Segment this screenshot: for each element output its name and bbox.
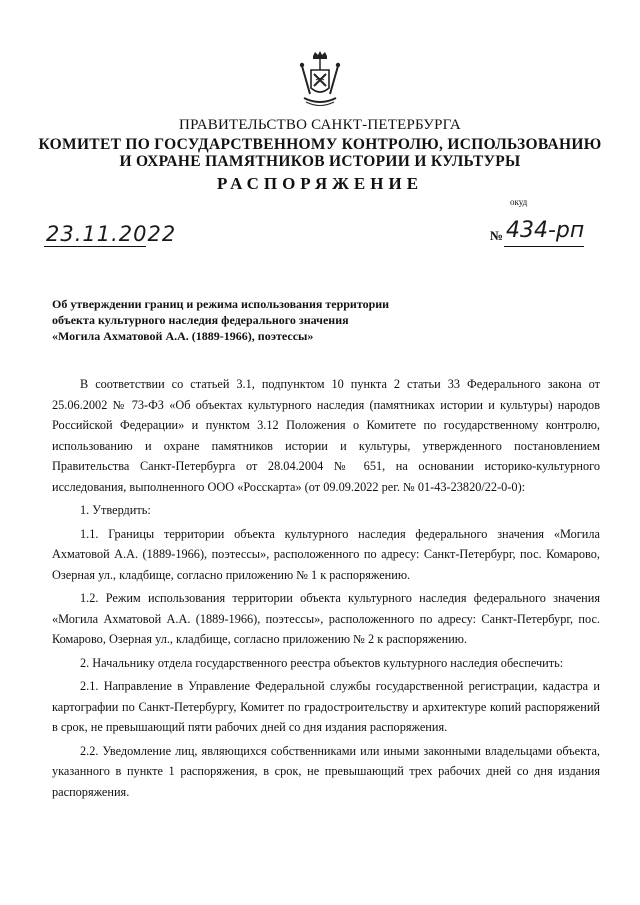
document-number: 434-рп bbox=[506, 218, 585, 243]
government-name: ПРАВИТЕЛЬСТВО САНКТ-ПЕТЕРБУРГА bbox=[179, 117, 461, 133]
preamble-paragraph: В соответствии со статьей 3.1, подпунктом 10 пункта 2 статьи 33 Федерального закона от 25.06.2002 № 73-ФЗ «Об объектах культурного наследия (памятниках истории и культуры) народов Российской Федерации» и пунктом 3.12 Положения о Комитете по государственному контролю, использованию и охране памятников истории и культуры, утвержденного постановлением Правительства Санкт-Петербурга от 28.04.2004 № 651, на основании историко-культурного исследования, выполненного ООО «Росскарта» (от 09.09.2022 рег. № 01-43-23820/22-0-0): bbox=[52, 377, 600, 494]
clause-2-1: 2.1. Направление в Управление Федеральной службы государственной регистрации, кадастра и картографии по Санкт-Петербургу, Комитет по градостроительству и архитектуре копий распоряжений в срок, не превышающий пяти рабочих дней со дня издания распоряжения. bbox=[52, 679, 600, 734]
number-underline bbox=[504, 246, 584, 247]
clause-2-2: 2.2. Уведомление лиц, являющихся собственниками или иными законными владельцами объекта, указанного в пункте 1 распоряжения, в срок, не превышающий трех рабочих дней со дня издания распоряжения. bbox=[52, 743, 600, 799]
committee-line-2: И ОХРАНЕ ПАМЯТНИКОВ ИСТОРИИ И КУЛЬТУРЫ bbox=[119, 153, 521, 170]
number-sign: № bbox=[490, 228, 504, 243]
document-type: РАСПОРЯЖЕНИЕ bbox=[216, 174, 424, 193]
document-subject bbox=[52, 296, 472, 344]
spb-coat-of-arms-icon bbox=[296, 50, 344, 110]
committee-name bbox=[0, 136, 640, 170]
clause-2: 2. Начальнику отдела государственного реестра объектов культурного наследия обеспечить: bbox=[80, 655, 564, 670]
document-body bbox=[52, 374, 600, 802]
subject-line-2: объекта культурного наследия федерального значения bbox=[52, 313, 349, 327]
date-underline bbox=[44, 246, 146, 247]
document-date: 23.11.2022 bbox=[46, 222, 177, 246]
subject-line-1: Об утверждении границ и режима использования территории bbox=[52, 297, 390, 311]
clause-1: 1. Утвердить: bbox=[80, 503, 151, 517]
clause-1-1: 1.1. Границы территории объекта культурного наследия федерального значения «Могила Ахматовой А.А. (1889-1966), поэтессы», расположенного по адресу: Санкт-Петербург, пос. Комарово, Озерная ул., кладбище, согласно приложению № 1 к распоряжению. bbox=[52, 526, 600, 582]
clause-1-2: 1.2. Режим использования территории объекта культурного наследия федерального значения «Могила Ахматовой А.А. (1889-1966), поэтессы», расположенного по адресу: Санкт-Петербург, пос. Комарово, Озерная ул., кладбище, согласно приложению № 2 к распоряжению. bbox=[52, 591, 600, 646]
committee-line-1: КОМИТЕТ ПО ГОСУДАРСТВЕННОМУ КОНТРОЛЮ, ИСПОЛЬЗОВАНИЮ bbox=[38, 136, 602, 153]
okud-label: окуд bbox=[510, 197, 528, 207]
subject-line-3: «Могила Ахматовой А.А. (1889-1966), поэтессы» bbox=[52, 329, 314, 343]
